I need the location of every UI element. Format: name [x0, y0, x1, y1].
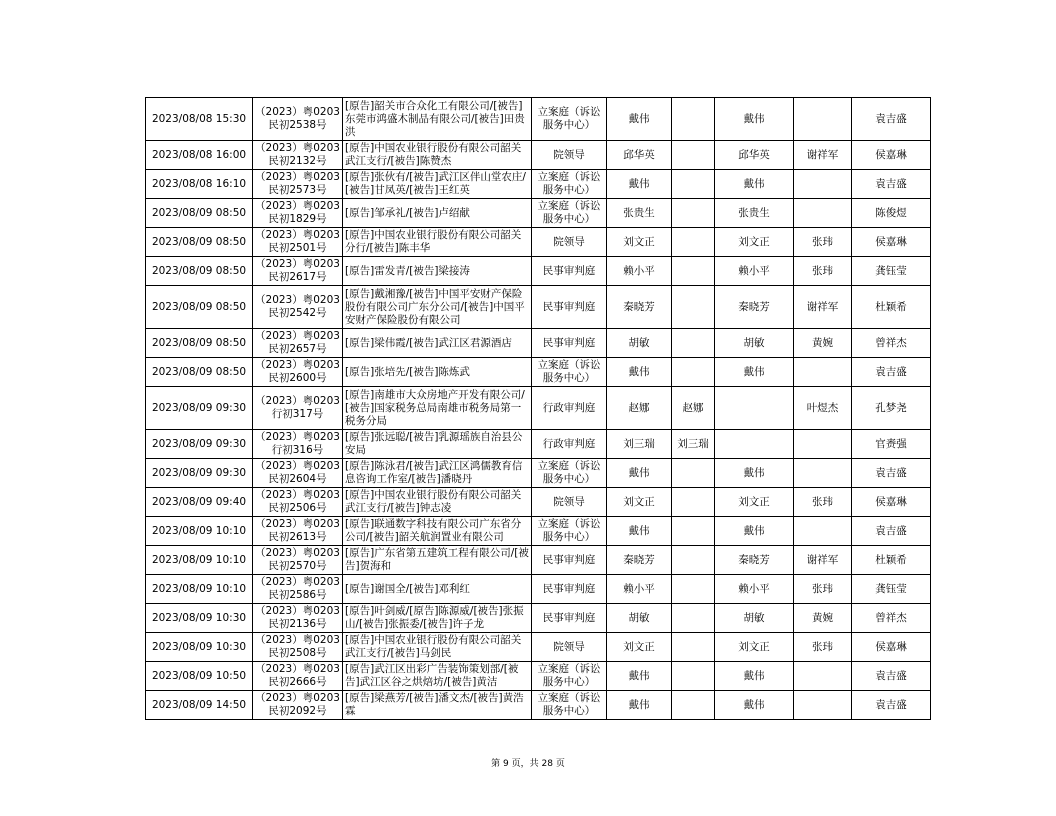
clerk-cell: 曾祥杰 [852, 604, 931, 633]
parties-cell: [原告]中国农业银行股份有限公司韶关武江支行/[被告]陈赞杰 [343, 141, 532, 170]
assessor-cell: 黄婉 [794, 329, 852, 358]
table-row [146, 358, 931, 387]
judge-2-cell [672, 517, 715, 546]
clerk-cell: 袁吉盛 [852, 459, 931, 488]
presiding-judge-cell: 秦晓芳 [607, 286, 672, 329]
clerk-cell: 侯嘉琳 [852, 228, 931, 257]
parties-cell: [原告]梁伟霞/[被告]武江区君源酒店 [343, 329, 532, 358]
judge-2-cell [672, 199, 715, 228]
clerk-cell: 袁吉盛 [852, 517, 931, 546]
judge-2-cell [672, 575, 715, 604]
clerk-cell: 杜颖希 [852, 546, 931, 575]
table-row [146, 633, 931, 662]
clerk-cell: 龚钰莹 [852, 575, 931, 604]
parties-cell: [原告]南雄市大众房地产开发有限公司/[被告]国家税务总局南雄市税务局第一税务分局 [343, 387, 532, 430]
assessor-cell [794, 358, 852, 387]
department-cell: 院领导 [532, 488, 607, 517]
case-number-cell: （2023）粤0203行初316号 [253, 430, 343, 459]
assessor-cell: 叶煜杰 [794, 387, 852, 430]
presiding-judge-cell: 刘文正 [607, 633, 672, 662]
clerk-cell: 侯嘉琳 [852, 141, 931, 170]
assessor-cell [794, 170, 852, 199]
table-row [146, 141, 931, 170]
presiding-judge-cell: 戴伟 [607, 98, 672, 141]
judge-3-cell: 刘文正 [715, 228, 794, 257]
page-footer: 第 9 页，共 28 页 [491, 759, 565, 769]
hearing-time-cell: 2023/08/09 08:50 [146, 358, 253, 387]
judge-3-cell: 刘文正 [715, 633, 794, 662]
parties-cell: [原告]韶关市合众化工有限公司/[被告]东莞市鸿盛木制品有限公司/[被告]田贵洪 [343, 98, 532, 141]
case-number-cell: （2023）粤0203民初2666号 [253, 662, 343, 691]
assessor-cell [794, 662, 852, 691]
hearing-time-cell: 2023/08/09 08:50 [146, 329, 253, 358]
table-row [146, 387, 931, 430]
clerk-cell: 龚钰莹 [852, 257, 931, 286]
case-number-cell: （2023）粤0203民初2613号 [253, 517, 343, 546]
parties-cell: [原告]谢国全/[被告]邓利红 [343, 575, 532, 604]
presiding-judge-cell: 赖小平 [607, 257, 672, 286]
presiding-judge-cell: 胡敏 [607, 329, 672, 358]
judge-3-cell: 戴伟 [715, 459, 794, 488]
case-number-cell: （2023）粤0203民初2136号 [253, 604, 343, 633]
judge-3-cell: 赖小平 [715, 575, 794, 604]
department-cell: 民事审判庭 [532, 286, 607, 329]
case-number-cell: （2023）粤0203民初2600号 [253, 358, 343, 387]
case-number-cell: （2023）粤0203民初2617号 [253, 257, 343, 286]
clerk-cell: 袁吉盛 [852, 98, 931, 141]
judge-2-cell [672, 257, 715, 286]
assessor-cell [794, 459, 852, 488]
judge-2-cell [672, 286, 715, 329]
department-cell: 立案庭（诉讼服务中心） [532, 98, 607, 141]
presiding-judge-cell: 戴伟 [607, 662, 672, 691]
department-cell: 立案庭（诉讼服务中心） [532, 459, 607, 488]
department-cell: 院领导 [532, 633, 607, 662]
department-cell: 民事审判庭 [532, 546, 607, 575]
presiding-judge-cell: 胡敏 [607, 604, 672, 633]
department-cell: 民事审判庭 [532, 604, 607, 633]
judge-2-cell [672, 546, 715, 575]
clerk-cell: 袁吉盛 [852, 662, 931, 691]
department-cell: 民事审判庭 [532, 329, 607, 358]
presiding-judge-cell: 刘文正 [607, 488, 672, 517]
presiding-judge-cell: 张贵生 [607, 199, 672, 228]
table-row [146, 662, 931, 691]
table-row [146, 329, 931, 358]
assessor-cell: 张玮 [794, 633, 852, 662]
clerk-cell: 官赉强 [852, 430, 931, 459]
assessor-cell [794, 691, 852, 720]
assessor-cell [794, 430, 852, 459]
assessor-cell: 张玮 [794, 575, 852, 604]
table-row [146, 488, 931, 517]
assessor-cell: 谢祥军 [794, 141, 852, 170]
current-page-number: 9 [503, 759, 509, 769]
presiding-judge-cell: 刘文正 [607, 228, 672, 257]
clerk-cell: 陈俊煜 [852, 199, 931, 228]
hearing-time-cell: 2023/08/09 09:30 [146, 387, 253, 430]
presiding-judge-cell: 邱华英 [607, 141, 672, 170]
case-number-cell: （2023）粤0203行初317号 [253, 387, 343, 430]
table-row [146, 199, 931, 228]
parties-cell: [原告]中国农业银行股份有限公司韶关武江支行/[被告]钟志凌 [343, 488, 532, 517]
parties-cell: [原告]陈泳君/[被告]武江区鸿儒教育信息咨询工作室/[被告]潘晓丹 [343, 459, 532, 488]
judge-3-cell: 张贵生 [715, 199, 794, 228]
presiding-judge-cell: 赖小平 [607, 575, 672, 604]
judge-2-cell [672, 662, 715, 691]
case-number-cell: （2023）粤0203民初2570号 [253, 546, 343, 575]
department-cell: 院领导 [532, 141, 607, 170]
judge-3-cell: 戴伟 [715, 170, 794, 199]
hearing-time-cell: 2023/08/09 14:50 [146, 691, 253, 720]
hearing-time-cell: 2023/08/08 16:00 [146, 141, 253, 170]
clerk-cell: 袁吉盛 [852, 358, 931, 387]
parties-cell: [原告]叶剑威/[原告]陈源威/[被告]张振山/[被告]张振委/[被告]许子龙 [343, 604, 532, 633]
schedule-table [145, 97, 931, 720]
assessor-cell [794, 517, 852, 546]
judge-2-cell [672, 98, 715, 141]
hearing-time-cell: 2023/08/08 15:30 [146, 98, 253, 141]
assessor-cell: 谢祥军 [794, 286, 852, 329]
judge-3-cell: 胡敏 [715, 329, 794, 358]
case-number-cell: （2023）粤0203民初2542号 [253, 286, 343, 329]
clerk-cell: 杜颖希 [852, 286, 931, 329]
table-row [146, 98, 931, 141]
parties-cell: [原告]张培先/[被告]陈炼武 [343, 358, 532, 387]
judge-2-cell [672, 141, 715, 170]
parties-cell: [原告]武江区出彩广告装饰策划部/[被告]武江区谷之烘焙坊/[被告]黄洁 [343, 662, 532, 691]
table-row [146, 170, 931, 199]
hearing-time-cell: 2023/08/08 16:10 [146, 170, 253, 199]
case-number-cell: （2023）粤0203民初2132号 [253, 141, 343, 170]
case-number-cell: （2023）粤0203民初2657号 [253, 329, 343, 358]
assessor-cell [794, 98, 852, 141]
judge-2-cell: 赵娜 [672, 387, 715, 430]
judge-2-cell [672, 691, 715, 720]
parties-cell: [原告]梁燕芳/[被告]潘文杰/[被告]黄浩霖 [343, 691, 532, 720]
assessor-cell: 谢祥军 [794, 546, 852, 575]
hearing-time-cell: 2023/08/09 10:50 [146, 662, 253, 691]
table-row [146, 430, 931, 459]
clerk-cell: 袁吉盛 [852, 170, 931, 199]
parties-cell: [原告]戴湘豫/[被告]中国平安财产保险股份有限公司广东分公司/[被告]中国平安财产保险股份有限公司 [343, 286, 532, 329]
hearing-time-cell: 2023/08/09 10:30 [146, 604, 253, 633]
hearing-time-cell: 2023/08/09 10:10 [146, 517, 253, 546]
judge-3-cell: 刘文正 [715, 488, 794, 517]
total-page-number: 28 [541, 759, 553, 769]
department-cell: 立案庭（诉讼服务中心） [532, 199, 607, 228]
hearing-time-cell: 2023/08/09 08:50 [146, 228, 253, 257]
case-number-cell: （2023）粤0203民初2506号 [253, 488, 343, 517]
department-cell: 行政审判庭 [532, 387, 607, 430]
hearing-time-cell: 2023/08/09 10:30 [146, 633, 253, 662]
hearing-time-cell: 2023/08/09 09:30 [146, 430, 253, 459]
table-row [146, 459, 931, 488]
case-number-cell: （2023）粤0203民初2538号 [253, 98, 343, 141]
department-cell: 立案庭（诉讼服务中心） [532, 662, 607, 691]
table-row [146, 286, 931, 329]
judge-2-cell [672, 358, 715, 387]
hearing-time-cell: 2023/08/09 08:50 [146, 286, 253, 329]
hearing-time-cell: 2023/08/09 09:30 [146, 459, 253, 488]
judge-3-cell: 戴伟 [715, 662, 794, 691]
department-cell: 院领导 [532, 228, 607, 257]
department-cell: 立案庭（诉讼服务中心） [532, 691, 607, 720]
parties-cell: [原告]邹承礼/[被告]卢绍献 [343, 199, 532, 228]
table-row [146, 604, 931, 633]
assessor-cell: 张玮 [794, 488, 852, 517]
judge-3-cell [715, 430, 794, 459]
hearing-time-cell: 2023/08/09 08:50 [146, 199, 253, 228]
clerk-cell: 袁吉盛 [852, 691, 931, 720]
judge-3-cell [715, 387, 794, 430]
presiding-judge-cell: 刘三瑞 [607, 430, 672, 459]
hearing-time-cell: 2023/08/09 09:40 [146, 488, 253, 517]
judge-3-cell: 邱华英 [715, 141, 794, 170]
judge-2-cell [672, 329, 715, 358]
judge-3-cell: 戴伟 [715, 98, 794, 141]
judge-3-cell: 秦晓芳 [715, 286, 794, 329]
table-row [146, 546, 931, 575]
judge-2-cell [672, 459, 715, 488]
hearing-time-cell: 2023/08/09 08:50 [146, 257, 253, 286]
department-cell: 民事审判庭 [532, 257, 607, 286]
judge-3-cell: 赖小平 [715, 257, 794, 286]
case-number-cell: （2023）粤0203民初2573号 [253, 170, 343, 199]
assessor-cell [794, 199, 852, 228]
assessor-cell: 张玮 [794, 228, 852, 257]
table-row [146, 691, 931, 720]
presiding-judge-cell: 秦晓芳 [607, 546, 672, 575]
judge-3-cell: 戴伟 [715, 517, 794, 546]
assessor-cell: 张玮 [794, 257, 852, 286]
department-cell: 民事审判庭 [532, 575, 607, 604]
judge-3-cell: 戴伟 [715, 691, 794, 720]
presiding-judge-cell: 戴伟 [607, 517, 672, 546]
assessor-cell: 黄婉 [794, 604, 852, 633]
case-number-cell: （2023）粤0203民初2508号 [253, 633, 343, 662]
presiding-judge-cell: 戴伟 [607, 691, 672, 720]
case-number-cell: （2023）粤0203民初2604号 [253, 459, 343, 488]
presiding-judge-cell: 戴伟 [607, 170, 672, 199]
clerk-cell: 侯嘉琳 [852, 633, 931, 662]
judge-2-cell [672, 488, 715, 517]
department-cell: 立案庭（诉讼服务中心） [532, 170, 607, 199]
parties-cell: [原告]广东省第五建筑工程有限公司/[被告]贺海和 [343, 546, 532, 575]
presiding-judge-cell: 戴伟 [607, 459, 672, 488]
presiding-judge-cell: 赵娜 [607, 387, 672, 430]
case-number-cell: （2023）粤0203民初2586号 [253, 575, 343, 604]
judge-2-cell [672, 604, 715, 633]
case-number-cell: （2023）粤0203民初1829号 [253, 199, 343, 228]
parties-cell: [原告]张伙有/[被告]武江区伴山堂农庄/[被告]甘凤英/[被告]王红英 [343, 170, 532, 199]
judge-3-cell: 胡敏 [715, 604, 794, 633]
clerk-cell: 曾祥杰 [852, 329, 931, 358]
judge-2-cell [672, 633, 715, 662]
department-cell: 立案庭（诉讼服务中心） [532, 517, 607, 546]
parties-cell: [原告]中国农业银行股份有限公司韶关分行/[被告]陈丰华 [343, 228, 532, 257]
judge-2-cell [672, 228, 715, 257]
department-cell: 行政审判庭 [532, 430, 607, 459]
parties-cell: [原告]联通数字科技有限公司广东省分公司/[被告]韶关航润置业有限公司 [343, 517, 532, 546]
judge-2-cell: 刘三瑞 [672, 430, 715, 459]
table-row [146, 257, 931, 286]
hearing-time-cell: 2023/08/09 10:10 [146, 546, 253, 575]
parties-cell: [原告]中国农业银行股份有限公司韶关武江支行/[被告]马剑民 [343, 633, 532, 662]
table-row [146, 575, 931, 604]
parties-cell: [原告]张远聪/[被告]乳源瑶族自治县公安局 [343, 430, 532, 459]
hearing-time-cell: 2023/08/09 10:10 [146, 575, 253, 604]
case-number-cell: （2023）粤0203民初2092号 [253, 691, 343, 720]
judge-3-cell: 戴伟 [715, 358, 794, 387]
judge-2-cell [672, 170, 715, 199]
clerk-cell: 侯嘉琳 [852, 488, 931, 517]
presiding-judge-cell: 戴伟 [607, 358, 672, 387]
clerk-cell: 孔梦尧 [852, 387, 931, 430]
case-number-cell: （2023）粤0203民初2501号 [253, 228, 343, 257]
table-row [146, 228, 931, 257]
table-row [146, 517, 931, 546]
department-cell: 立案庭（诉讼服务中心） [532, 358, 607, 387]
parties-cell: [原告]雷发青/[被告]梁接涛 [343, 257, 532, 286]
judge-3-cell: 秦晓芳 [715, 546, 794, 575]
